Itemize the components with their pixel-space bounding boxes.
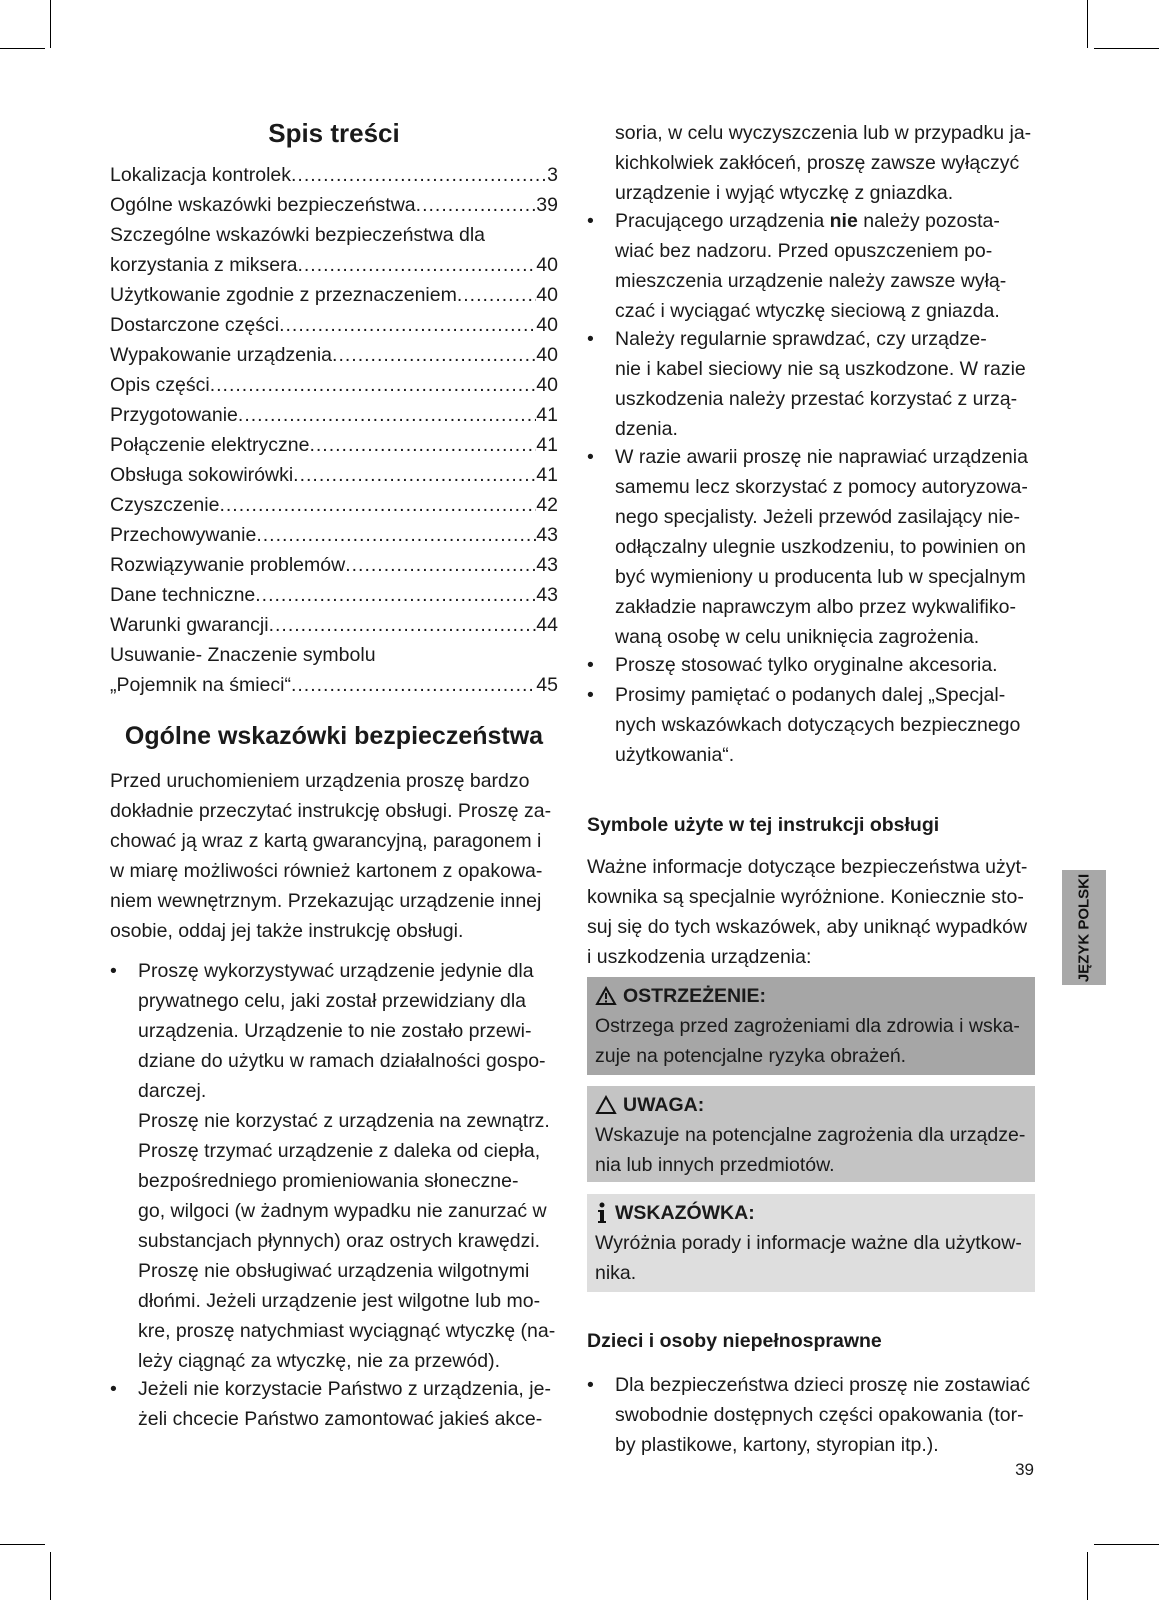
children-heading: Dzieci i osoby niepełnosprawne (587, 1330, 882, 1352)
safety-title: Ogólne wskazówki bezpieczeństwa (124, 722, 544, 750)
crop-mark (1087, 1552, 1088, 1600)
toc-entry: Warunki gwarancji ..... 44 (110, 610, 558, 640)
list-item: • W razie awarii proszę nie naprawiać urządzenia samemu lecz skorzystać z pomocy autoryzowa- nego specjalisty. Jeżeli przewód zasilający nie- odłączalny ulegnie uszkodzeniu, to powinien on być wymieniony u producenta lub w specjalnym zakładzie naprawczym albo przez wykwalifiko- waną osobę w celu uniknięcia zagrożenia. (587, 446, 1028, 648)
toc-entry: „Pojemnik na śmieci“ ..... 45 (110, 670, 558, 700)
toc-entry: Użytkowanie zgodnie z przeznaczeniem ..... 40 (110, 280, 558, 310)
toc-entry: Dostarczone części ..... 40 (110, 310, 558, 340)
language-tab: JĘZYK POLSKI (1062, 870, 1106, 985)
page-number: 39 (1015, 1460, 1034, 1479)
toc-entry: korzystania z miksera ..... 40 (110, 250, 558, 280)
caution-box: UWAGA: Wskazuje na potencjalne zagrożenia dla urządze- nia lub innych przedmiotów. (587, 1086, 1035, 1182)
toc-entry: Rozwiązywanie problemów ..... 43 (110, 550, 558, 580)
warning-triangle-icon (595, 986, 617, 1006)
toc-entry: Lokalizacja kontrolek ..... 3 (110, 160, 558, 190)
symbols-heading: Symbole użyte w tej instrukcji obsługi (587, 814, 940, 836)
toc-entry: Czyszczenie ..... 42 (110, 490, 558, 520)
continued-text: soria, w celu wyczyszczenia lub w przypadku ja- kichkolwiek zakłóceń, proszę zawsze wyłączyć urządzenie i wyjąć wtyczkę z gniazdka. (615, 122, 1032, 204)
toc-entry: Usuwanie- Znaczenie symbolu (110, 644, 376, 666)
caution-triangle-icon (595, 1095, 617, 1115)
toc-entry: Opis części ..... 40 (110, 370, 558, 400)
toc-entry: Wypakowanie urządzenia ..... 40 (110, 340, 558, 370)
symbols-text: Ważne informacje dotyczące bezpieczeństwa użyt- kownika są specjalnie wyróżnione. Koniecznie sto- suj się do tych wskazówek, aby uniknąć wypadków i uszkodzenia urządzenia: (587, 856, 1028, 968)
toc-entry: Przechowywanie ..... 43 (110, 520, 558, 550)
warning-box: OSTRZEŻENIE: Ostrzega przed zagrożeniami dla zdrowia i wska- zuje na potencjalne ryzyka obrażeń. (587, 977, 1035, 1075)
toc-entry: Obsługa sokowirówki ..... 41 (110, 460, 558, 490)
info-icon (595, 1202, 609, 1224)
toc-entry: Przygotowanie ..... 41 (110, 400, 558, 430)
note-box: WSKAZÓWKA: Wyróżnia porady i informacje ważne dla użytkow- nika. (587, 1194, 1035, 1292)
list-item: • Należy regularnie sprawdzać, czy urządze- nie i kabel sieciowy nie są uszkodzone. W razie uszkodzenia należy przestać korzystać z urzą- dzenia. (587, 328, 1026, 440)
toc-title: Spis treści (268, 118, 400, 148)
list-item: • Dla bezpieczeństwa dzieci proszę nie zostawiać swobodnie dostępnych części opakowania (tor- by plastikowe, kartony, styropian itp.). (587, 1374, 1031, 1456)
list-item: • Prosimy pamiętać o podanych dalej „Specjal- nych wskazówkach dotyczących bezpiecznego użytkowania“. (587, 684, 1021, 766)
crop-mark (50, 0, 51, 48)
safety-intro: Przed uruchomieniem urządzenia proszę bardzo dokładnie przeczytać instrukcję obsługi. Proszę za- chować ją wraz z kartą gwarancyjną, paragonem i w miarę możliwości również kartonem z opakowa- niem wewnętrznym. Przekazując urządzenie innej osobie, oddaj jej także instrukcję obsługi. (110, 770, 552, 942)
crop-mark (0, 48, 45, 49)
crop-mark (1094, 1544, 1159, 1545)
crop-mark (50, 1552, 51, 1600)
list-item: • Proszę wykorzystywać urządzenie jedynie dla prywatnego celu, jaki został przewidziany dla urządzenia. Urządzenie to nie zostało przewi- dziane do użytku w ramach działalności gospo- darczej. Proszę nie korzystać z urządzenia na zewnątrz. Proszę trzymać urządzenie z daleka od ciepła, bezpośredniego promieniowania słoneczne- go, wilgoci (w żadnym wypadku nie zanurzać w substancjach płynnych) oraz ostrych krawędzi. Proszę nie obsługiwać urządzenia wilgotnymi dłońmi. Jeżeli urządzenie jest wilgotne lub mo- kre, proszę natychmiast wyciągnąć wtyczkę (na- leży ciągnąć za wtyczkę, nie za przewód). (110, 960, 556, 1372)
crop-mark (0, 1544, 45, 1545)
toc-entry: Dane techniczne ..... 43 (110, 580, 558, 610)
toc-entry: Szczególne wskazówki bezpieczeństwa dla (110, 224, 486, 246)
crop-mark (1087, 0, 1088, 48)
list-item: • Pracującego urządzenia nie należy pozosta- wiać bez nadzoru. Przed opuszczeniem po- mieszczenia urządzenie należy zawsze wyłą- czać i wyciągać wtyczkę sieciową z gniazda. (587, 210, 1007, 322)
list-item: • Jeżeli nie korzystacie Państwo z urządzenia, je- żeli chcecie Państwo zamontować jakieś akce- (110, 1378, 551, 1430)
toc-entry: Połączenie elektryczne ..... 41 (110, 430, 558, 460)
toc-entry: Ogólne wskazówki bezpieczeństwa ..... 39 (110, 190, 558, 220)
list-item: • Proszę stosować tylko oryginalne akcesoria. (587, 654, 998, 676)
crop-mark (1094, 48, 1159, 49)
